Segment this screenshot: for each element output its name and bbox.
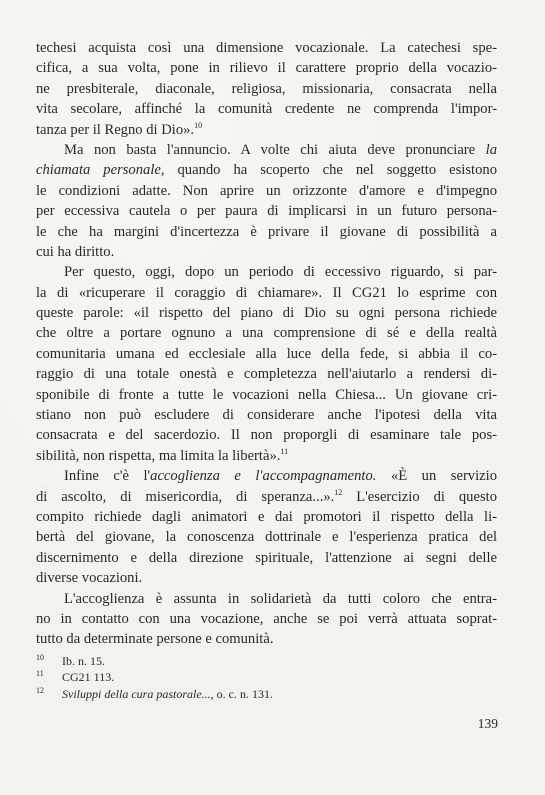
text-run: stiano non può escludere di considerare anche l'ipotesi della vita	[36, 407, 497, 424]
footnote-text: Ib. n. 15.	[62, 654, 105, 668]
text-run: sibilità, non rispetta, ma limita la libertà».	[36, 447, 281, 464]
text-run: consacrata e del sacerdozio. Il non proporgli di esaminare tale pos-	[36, 427, 497, 444]
text-line	[36, 385, 497, 405]
text-line	[36, 364, 497, 384]
text-line	[36, 609, 497, 629]
text-run: le che ha margini d'incertezza è privare il giovane di possibilità a	[36, 223, 497, 240]
text-line	[36, 79, 497, 99]
footnote-ref: 11	[280, 446, 289, 456]
text-line	[36, 140, 497, 160]
text-line	[36, 303, 497, 323]
text-run: Infine c'è l'	[64, 468, 151, 485]
text-run: raggio di una totale onestà e completezza nell'aiutarlo a rendersi di-	[36, 366, 497, 383]
text-run: Per questo, oggi, dopo un periodo di eccessivo riguardo, si par-	[64, 264, 497, 281]
text-run: tanza per il Regno di Dio».	[36, 121, 195, 138]
bleed-through-text: —	[36, 478, 48, 492]
italic-text: la	[485, 141, 497, 158]
text-line	[36, 568, 497, 588]
text-line	[36, 629, 497, 649]
text-run: cui ha diritto.	[36, 243, 115, 260]
footnote-ref: 12	[334, 487, 343, 497]
italic-text: chiamata personale	[36, 162, 161, 179]
text-line	[36, 507, 497, 527]
page-number: 139	[477, 716, 498, 731]
text-run: per eccessiva cautela o per paura di implicarsi in un futuro persona-	[36, 203, 497, 220]
text-line	[36, 425, 497, 445]
text-line	[36, 527, 497, 547]
text-run: «È un servizio	[376, 468, 497, 485]
text-run: le condizioni adatte. Non aprire un orizzonte d'amore e d'impegno	[36, 182, 497, 199]
text-line	[36, 589, 497, 609]
text-run: discernimento e della direzione spirituale, l'attenzione ai segni delle	[36, 549, 497, 566]
text-run: che oltre a portare ognuno a una comprensione di sé e della realtà	[36, 325, 497, 342]
text-line	[36, 120, 497, 140]
text-run: vita secolare, affinché la comunità credente ne comprenda l'impor-	[36, 101, 497, 118]
text-run: sponibile di fronte a tutte le vocazioni nella Chiesa... Un giovane cri-	[36, 386, 497, 403]
text-line	[36, 181, 497, 201]
text-line	[36, 222, 497, 242]
text-run: di ascolto, di misericordia, di speranza...».	[36, 488, 335, 505]
text-line	[36, 38, 497, 58]
text-line	[36, 446, 497, 466]
text-line	[36, 160, 497, 180]
text-line	[36, 466, 497, 486]
footnote-ref: 10	[194, 120, 203, 130]
text-run: no in contatto con una vocazione, anche se poi verrà attuata soprat-	[36, 610, 497, 627]
body-text	[36, 38, 497, 650]
text-line	[36, 344, 497, 364]
text-run: techesi acquista così una dimensione vocazionale. La catechesi spe-	[36, 40, 497, 56]
text-run: compito richiede dagli animatori e dai promotori il rispetto della li-	[36, 508, 497, 525]
text-run: L'esercizio di questo	[342, 488, 497, 505]
footnote: 11 CG21 113.	[36, 669, 115, 685]
footnote: 10 Ib. n. 15.	[36, 653, 105, 668]
text-line	[36, 548, 497, 568]
footnote-text: , o. c. n. 131.	[210, 686, 273, 701]
text-run: comunitaria umana ed ecclesiale alla luce della fede, si abbia il co-	[36, 345, 497, 362]
text-line	[36, 99, 497, 119]
text-run: Ma non basta l'annuncio. A volte chi aiuta deve pronunciare	[64, 141, 486, 158]
text-run: , quando ha scoperto che nel soggetto esistono	[160, 162, 497, 179]
text-line	[36, 487, 497, 507]
footnote-text: CG21 113.	[62, 670, 115, 685]
text-line	[36, 242, 497, 262]
text-run: diverse vocazioni.	[36, 570, 143, 587]
text-line	[36, 283, 497, 303]
text-line	[36, 405, 497, 425]
text-run: ne presbiterale, diaconale, religiosa, missionaria, consacrata nella	[36, 80, 497, 97]
text-run: la di «ricuperare il coraggio di chiamare». Il CG21 lo esprime con	[36, 284, 497, 301]
footnotes	[36, 653, 497, 702]
italic-text: Sviluppi della cura pastorale...	[62, 686, 211, 701]
text-run: L'accoglienza è assunta in solidarietà da tutti coloro che entra-	[64, 590, 497, 607]
text-line	[36, 262, 497, 282]
text-run: bertà del giovane, la conoscenza dottrinale e l'esperienza pratica del	[36, 529, 497, 546]
text-line	[36, 201, 497, 221]
footnote: 12 Sviluppi della cura pastorale..., o. c. n. 131.	[36, 685, 273, 701]
text-run: queste parole: «il rispetto del piano di Dio su ogni persona richiede	[36, 305, 497, 322]
text-run: cifica, a sua volta, pone in rilievo il carattere proprio della vocazio-	[36, 60, 497, 77]
italic-text: accoglienza e l'accompagnamento.	[150, 468, 377, 485]
text-line	[36, 58, 497, 78]
text-run: tutto da determinate persone e comunità.	[36, 631, 274, 648]
text-line	[36, 323, 497, 343]
